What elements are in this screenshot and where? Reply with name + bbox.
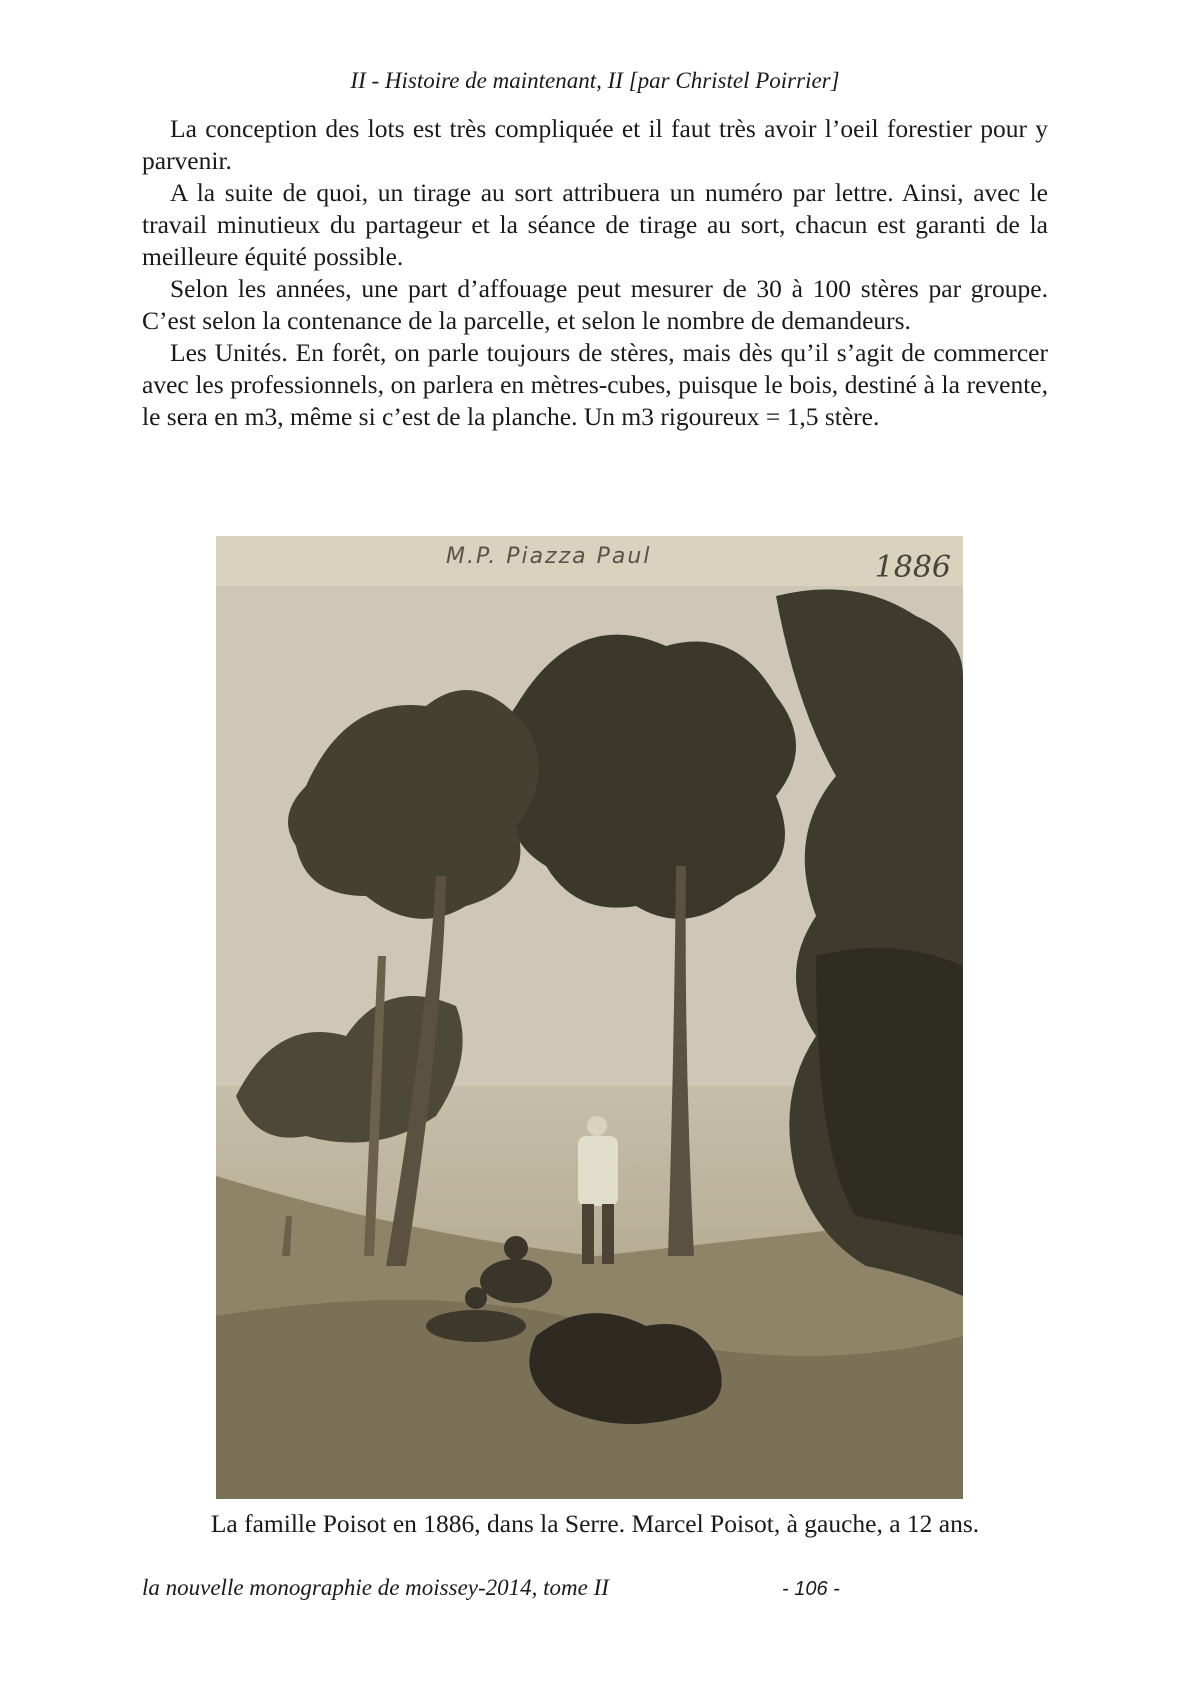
page-number: - 106 - — [782, 1578, 840, 1600]
photo-scene — [216, 536, 963, 1499]
footer-title: la nouvelle monographie de moissey-2014, tome II — [142, 1575, 609, 1600]
running-header: II - Histoire de maintenant, II [par Christel Poirrier] — [350, 68, 840, 93]
photo-year: 1886 — [874, 550, 951, 585]
body-text — [142, 113, 1048, 433]
photo-inscription: M.P. Piazza Paul — [446, 544, 652, 569]
paragraph-lots: La conception des lots est très compliquée et il faut très avoir l’oeil forestier pour y parvenir. — [142, 114, 1048, 175]
photo-caption: La famille Poisot en 1886, dans la Serre. Marcel Poisot, à gauche, a 12 ans. — [210, 1509, 980, 1538]
paragraph-unites: Les Unités. En forêt, on parle toujours de stères, mais dès qu’il s’agit de commercer avec les professionnels, on parlera en mètres-cubes, puisque le bois, destiné à la revente, le sera en m3, même si c’est de la planche. Un m3 rigoureux = 1,5 stère. — [142, 338, 1048, 431]
historic-photo — [216, 536, 963, 1499]
paragraph-affouage: Selon les années, une part d’affouage peut mesurer de 30 à 100 stères par groupe. C’est selon la contenance de la parcelle, et selon le nombre de demandeurs. — [142, 274, 1048, 335]
paragraph-tirage: A la suite de quoi, un tirage au sort attribuera un numéro par lettre. Ainsi, avec le travail minutieux du partageur et la séance de tirage au sort, chacun est garanti de la meilleure équité possible. — [142, 178, 1048, 271]
